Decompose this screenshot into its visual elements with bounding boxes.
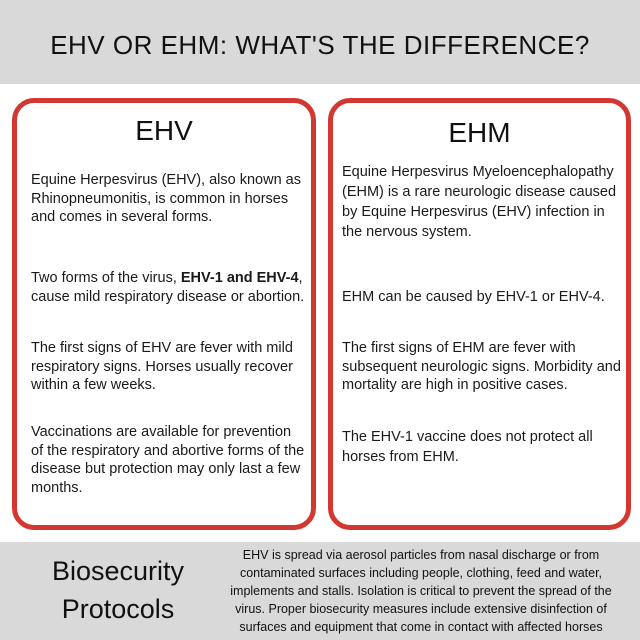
biosecurity-band <box>0 542 640 640</box>
header-band <box>0 0 640 84</box>
ehv-paragraph-intro: Equine Herpesvirus (EHV), also known as Rhinopneumonitis, is common in horses and comes in several forms. <box>31 172 301 225</box>
ehv-forms-prefix: Two forms of the virus, <box>31 270 181 286</box>
ehm-paragraph-signs: The first signs of EHM are fever with subsequent neurologic signs. Morbidity and mortality are high in positive cases. <box>342 340 621 393</box>
biosecurity-heading-line2: Protocols <box>61 594 175 624</box>
ehv-paragraph-forms <box>31 269 307 306</box>
page-title: EHV OR EHM: WHAT'S THE DIFFERENCE? <box>50 30 590 60</box>
ehv-paragraph-signs: The first signs of EHV are fever with mild respiratory signs. Horses usually recover within a few weeks. <box>31 340 293 393</box>
biosecurity-text: EHV is spread via aerosol particles from nasal discharge or from contaminated surfaces including people, clothing, feed and water, implements and stalls. Isolation is critical to prevent the spread of the virus. Proper biosecurity measures include extensive disinfection of surfaces and equipment that come in contact with affected horses <box>230 548 612 634</box>
ehv-card <box>12 98 316 530</box>
biosecurity-heading-line1: Biosecurity <box>51 556 185 586</box>
ehm-card <box>328 98 631 530</box>
ehm-paragraph-vaccine: The EHV-1 vaccine does not protect all horses from EHM. <box>342 429 593 465</box>
biosecurity-heading <box>18 552 218 628</box>
ehv-forms-bold: EHV-1 and EHV-4 <box>180 270 299 286</box>
ehm-paragraph-cause: EHM can be caused by EHV-1 or EHV-4. <box>342 289 605 305</box>
ehv-paragraph-vaccine: Vaccinations are available for prevention of the respiratory and abortive forms of the disease but protection may only last a few months. <box>31 424 305 496</box>
ehv-card-title: EHV <box>135 115 193 146</box>
ehv-forms-suffix: , cause mild respiratory disease or abortion. <box>31 270 305 305</box>
ehm-paragraph-intro: Equine Herpesvirus Myeloencephalopathy (EHM) is a rare neurologic disease caused by Equine Herpesvirus (EHV) infection in the nervous system. <box>342 164 617 240</box>
ehm-card-title: EHM <box>448 117 511 148</box>
